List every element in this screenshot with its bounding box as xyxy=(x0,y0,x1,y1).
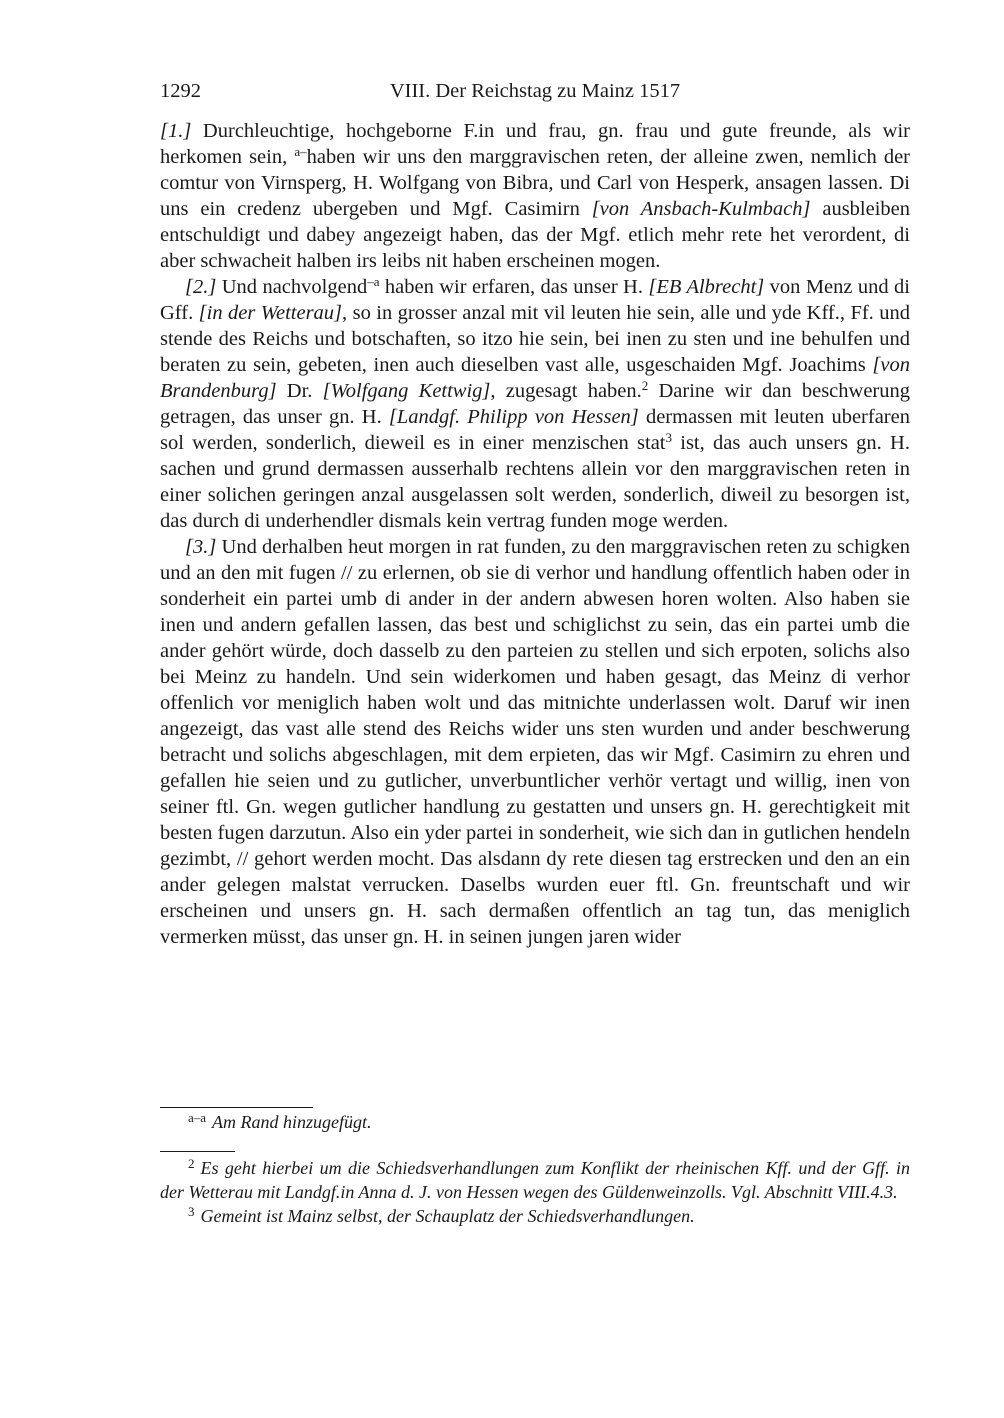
text-run: Und nachvolgend xyxy=(216,276,368,298)
editorial-insertion: [Landgf. Philipp von Hessen] xyxy=(388,406,639,428)
editorial-insertion: [von Ansbach-Kulmbach] xyxy=(591,198,811,220)
text-run: haben wir uns den marggravischen reten, der alleine zwen, nemlich der comtur von Virnsperg, H. Wolfgang von Bibra, und Carl von Hesperk, ansagen lassen. Di uns ein credenz ubergeben und Mgf. Casimirn xyxy=(160,146,911,220)
footnote-text: Gemeint ist Mainz selbst, der Schauplatz der Schiedsverhandlungen. xyxy=(200,1206,695,1226)
text-run: Dr. xyxy=(276,380,323,402)
text-run: , zugesagt haben. xyxy=(490,380,642,402)
editorial-insertion: [in der Wetterau] xyxy=(198,302,343,324)
footnote-2 xyxy=(160,1156,910,1204)
apparatus-mark: a– xyxy=(294,144,307,159)
paragraph-number: [2.] xyxy=(185,276,217,298)
text-run: ist, das auch unsers gn. H. sachen und grund dermassen ausserhalb rechtens allein vor den marggravischen reten in einer solichen geringen anzal ausgelassen solt werden, sonderlich, diweil zu besorgen ist, das durch di underhendler dismals kein vertrag funden moge werden. xyxy=(160,432,910,532)
footnote-text: Es geht hierbei um die Schiedsverhandlungen zum Konflikt der rheinischen Kff. und der Gff. in der Wetterau mit Landgf.in Anna d. J. von Hessen wegen des Güldenweinzolls. Vgl. Abschnitt VIII.4.3. xyxy=(160,1158,910,1202)
page-number: 1292 xyxy=(160,80,201,102)
editorial-insertion: [Wolfgang Kettwig] xyxy=(322,380,491,402)
editorial-insertion: [EB Albrecht] xyxy=(648,276,765,298)
footnote-3 xyxy=(160,1204,910,1228)
paragraph-number: [3.] xyxy=(185,536,217,558)
footnote-reference: 3 xyxy=(665,430,672,445)
footnotes xyxy=(160,1156,910,1228)
text-run: Durchleuchtige, hochgeborne F.in und frau, gn. frau und gute freunde, als wir herkomen sein, xyxy=(160,120,910,168)
apparatus-divider xyxy=(160,1107,313,1108)
footnote-reference: 2 xyxy=(641,378,649,393)
paragraph-3 xyxy=(160,534,910,950)
text-run: , so in grosser anzal mit vil leuten hie sein, alle und yde Kff., Ff. und stende des Reichs und botschaften, so itzo hie sein, bei inen zu sten und ine behulfen und beraten zu sein, gebeten, inen auch dieselben vast alle, usgeschaiden Mgf. Joachims xyxy=(160,302,910,376)
text-run: von Menz und di Gff. xyxy=(160,276,910,324)
text-run: ausbleiben entschuldigt und dabey angezeigt haben, das der Mgf. etlich mehr rete het verordent, di aber schwacheit halben irs leibs nit haben erscheinen mogen. xyxy=(160,198,911,272)
footnote-number: 2 xyxy=(188,1156,195,1171)
editorial-insertion: [von Brandenburg] xyxy=(160,354,910,402)
text-run: Und derhalben heut morgen in rat funden, zu den marggravischen reten zu schigken und an den mit fugen // zu erlernen, ob sie di verhor und handlung offentlich haben oder in sonderheit ein partei umb di ander in der andern abwesen horen wolten. Also haben sie inen und andern gefallen lassen, das best und schiglichst zu sein, das ein partei umb die ander gehört würde, doch dasselb zu den parteien zu stellen und sich erpoten, solichs also bei Meinz zu handeln. Und sein widerkomen und haben gesagt, das Meinz di verhor offenlich vor meniglich haben wolt und das mitnichte underlassen wolt. Daruf wir inen angezeigt, das vast alle stend des Reichs wider uns sten wurden und ander beschwerung betracht und solichs abgeschlagen, mit dem erpieten, das wir Mgf. Casimirn zu ehren und gefallen hie seien und zu gutlicher, unverbuntlicher verhör vertagt und willig, inen von seiner ftl. Gn. wegen gutlicher handlung zu gestatten und unsers gn. H. gerechtigkeit mit besten fugen darzutun. Also ein yder partei in sonderheit, wie sich dan in gutlichen hendeln gezimbt, // gehort werden mocht. Das alsdann dy rete diesen tag erstrecken und den an ein ander gelegen malstat verrucken. Daselbs wurden euer ftl. Gn. freuntschaft und wir erscheinen und unsers gn. H. sach dermaßen offentlich an tag tun, das meniglich vermerken müsst, das unser gn. H. in seinen jungen jaren wider xyxy=(160,536,910,948)
apparatus-note-mark: a–a xyxy=(188,1110,207,1125)
apparatus-note xyxy=(160,1110,910,1134)
text-run: Darine wir dan beschwerung getragen, das unser gn. H. xyxy=(160,380,910,428)
page-header xyxy=(160,80,910,108)
footnote-number: 3 xyxy=(188,1204,195,1219)
main-text xyxy=(160,118,910,950)
footnote-divider xyxy=(160,1151,235,1152)
paragraph-2 xyxy=(160,274,910,534)
textual-apparatus xyxy=(160,1110,910,1134)
text-run: haben wir erfaren, das unser H. xyxy=(379,276,649,298)
apparatus-note-text: Am Rand hinzugefügt. xyxy=(212,1112,372,1132)
running-head: VIII. Der Reichstag zu Mainz 1517 xyxy=(389,80,681,102)
text-run: dermassen mit leuten uberfaren sol werden, sonderlich, dieweil es in einer menzischen stat xyxy=(160,406,910,454)
apparatus-mark: –a xyxy=(367,274,380,289)
paragraph-number: [1.] xyxy=(160,120,192,142)
paragraph-1 xyxy=(160,118,910,274)
